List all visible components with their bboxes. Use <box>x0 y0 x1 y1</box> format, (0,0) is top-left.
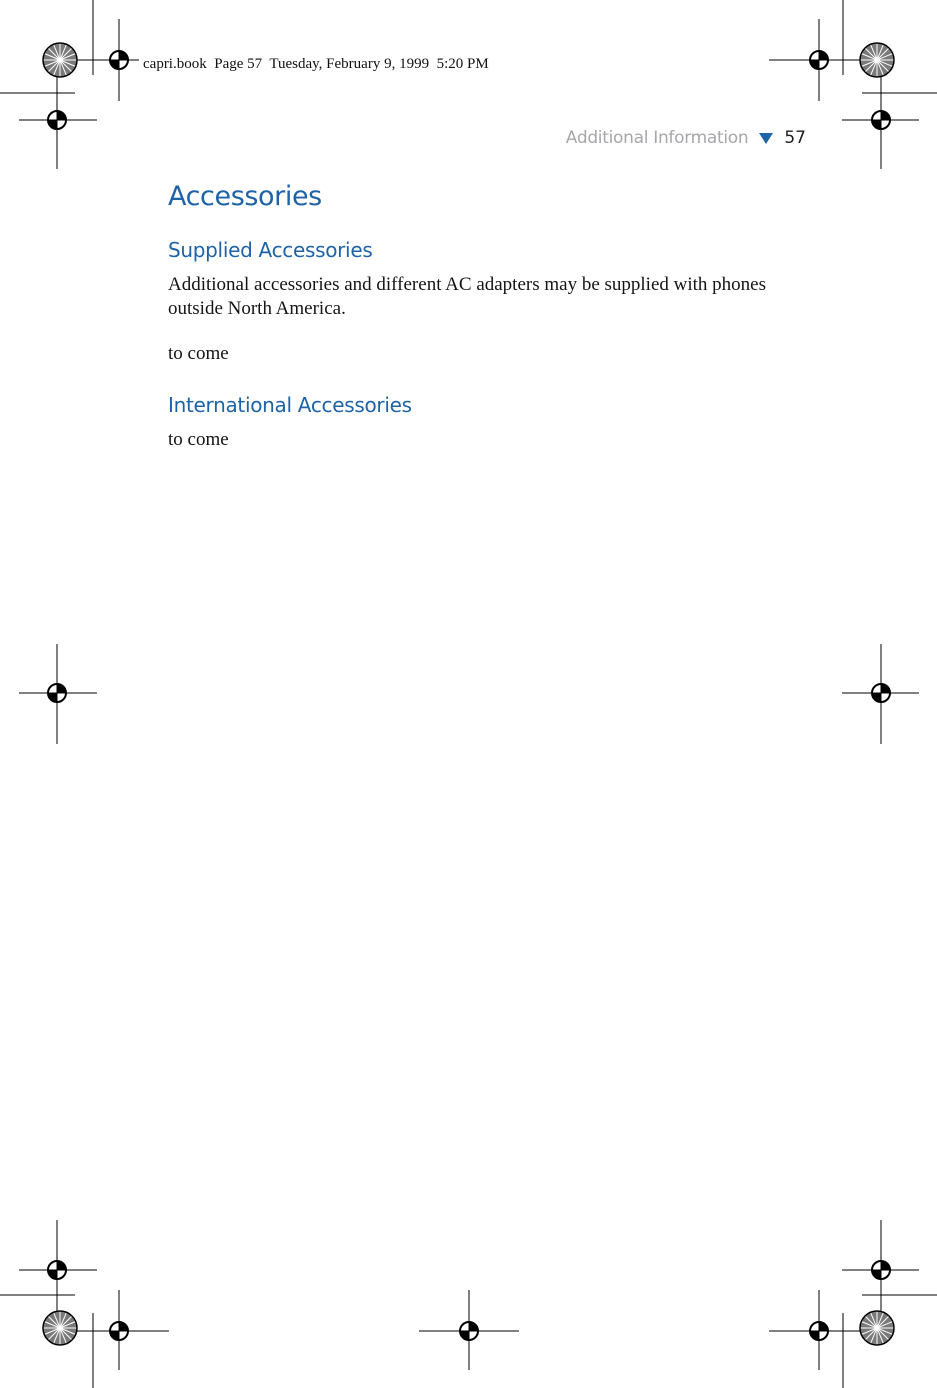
running-header <box>566 127 806 149</box>
placeholder-paragraph: to come <box>168 429 229 450</box>
page-content <box>168 180 808 452</box>
body-paragraph: Additional accessories and different AC adapters may be supplied with phones outside North America. <box>168 274 766 319</box>
page-number: 57 <box>784 128 806 148</box>
page-title: Accessories <box>168 181 322 212</box>
running-header-section: Additional Information <box>565 128 749 148</box>
placeholder-paragraph: to come <box>168 343 229 364</box>
slug-line: capri.book Page 57 Tuesday, February 9, 1999 5:20 PM <box>139 53 493 75</box>
triangle-down-icon <box>758 131 774 145</box>
section-heading-international: International Accessories <box>168 393 412 417</box>
section-heading-supplied: Supplied Accessories <box>168 238 373 262</box>
